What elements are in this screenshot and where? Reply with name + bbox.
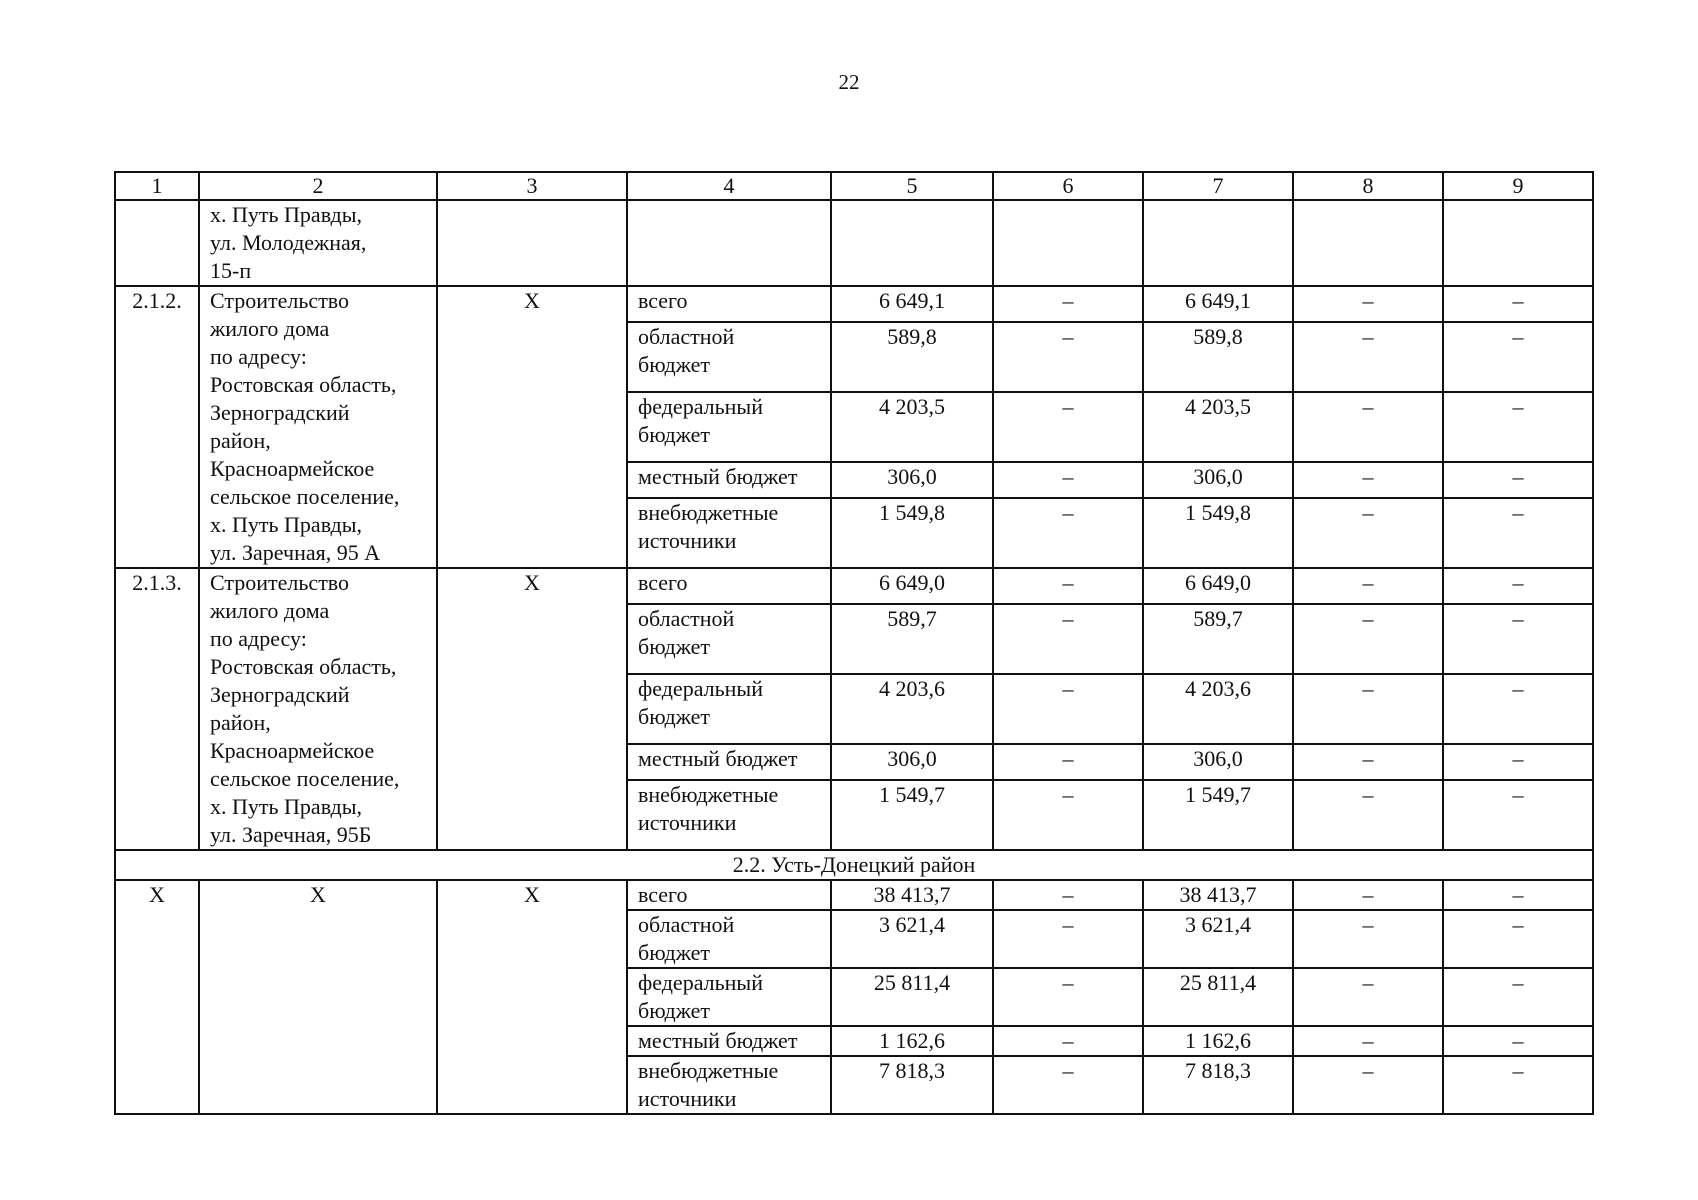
value-c5: 4 203,6 (831, 674, 993, 744)
value-c6: – (993, 462, 1143, 498)
funding-source-cell (627, 780, 831, 850)
column-header: 6 (993, 172, 1143, 200)
funding-source-line: местный бюджет (638, 1028, 798, 1053)
value-c8: – (1293, 780, 1443, 850)
funding-source-line: местный бюджет (638, 463, 798, 489)
value-c6: – (993, 1056, 1143, 1114)
funding-source-line: федеральный (638, 394, 763, 420)
value-c6: – (993, 910, 1143, 968)
object-name-line: сельское поселение, (210, 766, 400, 791)
object-name-line: жилого дома (210, 598, 330, 623)
value-c9: – (1443, 1026, 1593, 1056)
section-header-row (115, 850, 1593, 880)
value-c7: 306,0 (1143, 462, 1293, 498)
empty-cell (627, 200, 831, 286)
value-c8: – (1293, 674, 1443, 744)
section-title: 2.2. Усть-Донецкий район (115, 850, 1593, 880)
funding-source-line: бюджет (638, 940, 710, 965)
object-name-line: сельское поселение, (210, 484, 400, 509)
table-row (115, 568, 1593, 604)
funding-source-cell (627, 968, 831, 1026)
column-3-mark: Х (437, 568, 627, 850)
object-name-line: Строительство (210, 288, 350, 313)
value-c6: – (993, 322, 1143, 392)
table-body (115, 172, 1593, 1114)
page-number: 22 (838, 70, 860, 94)
value-c9: – (1443, 322, 1593, 392)
funding-source-cell (627, 604, 831, 674)
value-c5: 6 649,0 (831, 568, 993, 604)
value-c5: 306,0 (831, 744, 993, 780)
funding-source-line: бюджет (638, 998, 710, 1023)
funding-source-cell (627, 322, 831, 392)
value-c5: 38 413,7 (831, 880, 993, 910)
funding-source-line: внебюджетные (638, 1058, 779, 1083)
funding-source-line: источники (638, 810, 737, 836)
item-code: 2.1.2. (115, 286, 199, 568)
table-row (115, 880, 1593, 910)
value-c6: – (993, 604, 1143, 674)
value-c6: – (993, 780, 1143, 850)
value-c9: – (1443, 674, 1593, 744)
value-c9: – (1443, 1056, 1593, 1114)
column-3-mark: Х (437, 286, 627, 568)
funding-source-cell (627, 286, 831, 322)
funding-source-line: всего (638, 288, 688, 313)
value-c9: – (1443, 880, 1593, 910)
value-c7: 25 811,4 (1143, 968, 1293, 1026)
object-name-line: Ростовская область, (210, 654, 397, 679)
item-code: 2.1.3. (115, 568, 199, 850)
funding-source-line: областной (638, 912, 735, 937)
object-name-line: 15-п (210, 258, 252, 283)
funding-source-line: всего (638, 570, 688, 595)
value-c6: – (993, 498, 1143, 568)
section-col1-mark: Х (115, 880, 199, 1114)
continuation-row (115, 200, 1593, 286)
value-c5: 7 818,3 (831, 1056, 993, 1114)
value-c7: 4 203,5 (1143, 392, 1293, 462)
value-c9: – (1443, 780, 1593, 850)
funding-source-line: областной (638, 324, 735, 350)
empty-cell (1143, 200, 1293, 286)
object-name-line: Ростовская область, (210, 372, 397, 397)
value-c7: 6 649,1 (1143, 286, 1293, 322)
value-c5: 6 649,1 (831, 286, 993, 322)
funding-source-line: бюджет (638, 634, 710, 660)
value-c7: 6 649,0 (1143, 568, 1293, 604)
column-header: 4 (627, 172, 831, 200)
value-c6: – (993, 674, 1143, 744)
value-c5: 306,0 (831, 462, 993, 498)
value-c5: 589,8 (831, 322, 993, 392)
value-c8: – (1293, 1056, 1443, 1114)
empty-cell (993, 200, 1143, 286)
value-c7: 1 549,8 (1143, 498, 1293, 568)
value-c7: 3 621,4 (1143, 910, 1293, 968)
funding-source-line: федеральный (638, 970, 763, 995)
funding-source-cell (627, 880, 831, 910)
funding-source-cell (627, 1056, 831, 1114)
funding-source-line: бюджет (638, 352, 710, 378)
column-header: 7 (1143, 172, 1293, 200)
value-c8: – (1293, 286, 1443, 322)
value-c5: 1 162,6 (831, 1026, 993, 1056)
funding-source-line: областной (638, 606, 735, 632)
value-c7: 589,7 (1143, 604, 1293, 674)
funding-source-line: всего (638, 882, 688, 907)
object-name-cell (199, 568, 437, 850)
object-name-cell (199, 200, 437, 286)
value-c9: – (1443, 910, 1593, 968)
object-name-line: район, (210, 710, 271, 735)
empty-cell (831, 200, 993, 286)
column-header-row (115, 172, 1593, 200)
value-c5: 1 549,7 (831, 780, 993, 850)
funding-source-cell (627, 674, 831, 744)
column-header: 1 (115, 172, 199, 200)
object-name-line: Зерноградский (210, 400, 350, 425)
value-c9: – (1443, 462, 1593, 498)
value-c7: 7 818,3 (1143, 1056, 1293, 1114)
value-c8: – (1293, 462, 1443, 498)
section-col3-mark: Х (437, 880, 627, 1114)
funding-source-cell (627, 392, 831, 462)
funding-source-cell (627, 498, 831, 568)
value-c8: – (1293, 910, 1443, 968)
value-c7: 4 203,6 (1143, 674, 1293, 744)
value-c5: 3 621,4 (831, 910, 993, 968)
object-name-line: по адресу: (210, 626, 307, 651)
empty-cell (1293, 200, 1443, 286)
value-c9: – (1443, 968, 1593, 1026)
funding-source-line: источники (638, 1086, 737, 1111)
value-c8: – (1293, 392, 1443, 462)
column-header: 5 (831, 172, 993, 200)
value-c6: – (993, 568, 1143, 604)
value-c5: 25 811,4 (831, 968, 993, 1026)
value-c8: – (1293, 968, 1443, 1026)
object-name-line: жилого дома (210, 316, 330, 341)
value-c6: – (993, 286, 1143, 322)
object-name-line: х. Путь Правды, (210, 794, 363, 819)
column-header: 9 (1443, 172, 1593, 200)
value-c7: 38 413,7 (1143, 880, 1293, 910)
funding-source-line: внебюджетные (638, 782, 779, 808)
funding-source-line: бюджет (638, 704, 710, 730)
value-c8: – (1293, 880, 1443, 910)
object-name-line: по адресу: (210, 344, 307, 369)
funding-source-line: источники (638, 528, 737, 554)
table-row (115, 286, 1593, 322)
value-c6: – (993, 1026, 1143, 1056)
value-c9: – (1443, 286, 1593, 322)
value-c8: – (1293, 322, 1443, 392)
funding-source-line: внебюджетные (638, 500, 779, 526)
funding-source-line: бюджет (638, 422, 710, 448)
value-c6: – (993, 392, 1143, 462)
object-name-line: Красноармейское (210, 738, 375, 763)
value-c8: – (1293, 1026, 1443, 1056)
object-name-line: район, (210, 428, 271, 453)
value-c7: 1 549,7 (1143, 780, 1293, 850)
code-cell (115, 200, 199, 286)
budget-table (114, 171, 1594, 1115)
funding-source-cell (627, 910, 831, 968)
object-name-line: х. Путь Правды, (210, 512, 363, 537)
value-c9: – (1443, 604, 1593, 674)
value-c9: – (1443, 568, 1593, 604)
section-col2-mark: Х (199, 880, 437, 1114)
object-name-line: х. Путь Правды, (210, 202, 363, 227)
value-c6: – (993, 744, 1143, 780)
funding-source-cell (627, 568, 831, 604)
object-name-line: Строительство (210, 570, 350, 595)
value-c8: – (1293, 604, 1443, 674)
funding-source-line: местный бюджет (638, 745, 798, 771)
value-c8: – (1293, 498, 1443, 568)
funding-source-cell (627, 1026, 831, 1056)
value-c7: 1 162,6 (1143, 1026, 1293, 1056)
value-c7: 306,0 (1143, 744, 1293, 780)
funding-source-cell (627, 744, 831, 780)
empty-cell (437, 200, 627, 286)
value-c9: – (1443, 744, 1593, 780)
funding-source-cell (627, 462, 831, 498)
value-c9: – (1443, 392, 1593, 462)
object-name-line: ул. Заречная, 95Б (210, 822, 372, 847)
object-name-line: ул. Заречная, 95 А (210, 540, 381, 565)
value-c5: 1 549,8 (831, 498, 993, 568)
value-c5: 4 203,5 (831, 392, 993, 462)
object-name-cell (199, 286, 437, 568)
value-c8: – (1293, 568, 1443, 604)
object-name-line: ул. Молодежная, (210, 230, 367, 255)
value-c9: – (1443, 498, 1593, 568)
value-c6: – (993, 880, 1143, 910)
object-name-line: Зерноградский (210, 682, 350, 707)
value-c7: 589,8 (1143, 322, 1293, 392)
column-header: 2 (199, 172, 437, 200)
funding-source-line: федеральный (638, 676, 763, 702)
value-c8: – (1293, 744, 1443, 780)
column-header: 8 (1293, 172, 1443, 200)
value-c5: 589,7 (831, 604, 993, 674)
object-name-line: Красноармейское (210, 456, 375, 481)
value-c6: – (993, 968, 1143, 1026)
column-header: 3 (437, 172, 627, 200)
empty-cell (1443, 200, 1593, 286)
